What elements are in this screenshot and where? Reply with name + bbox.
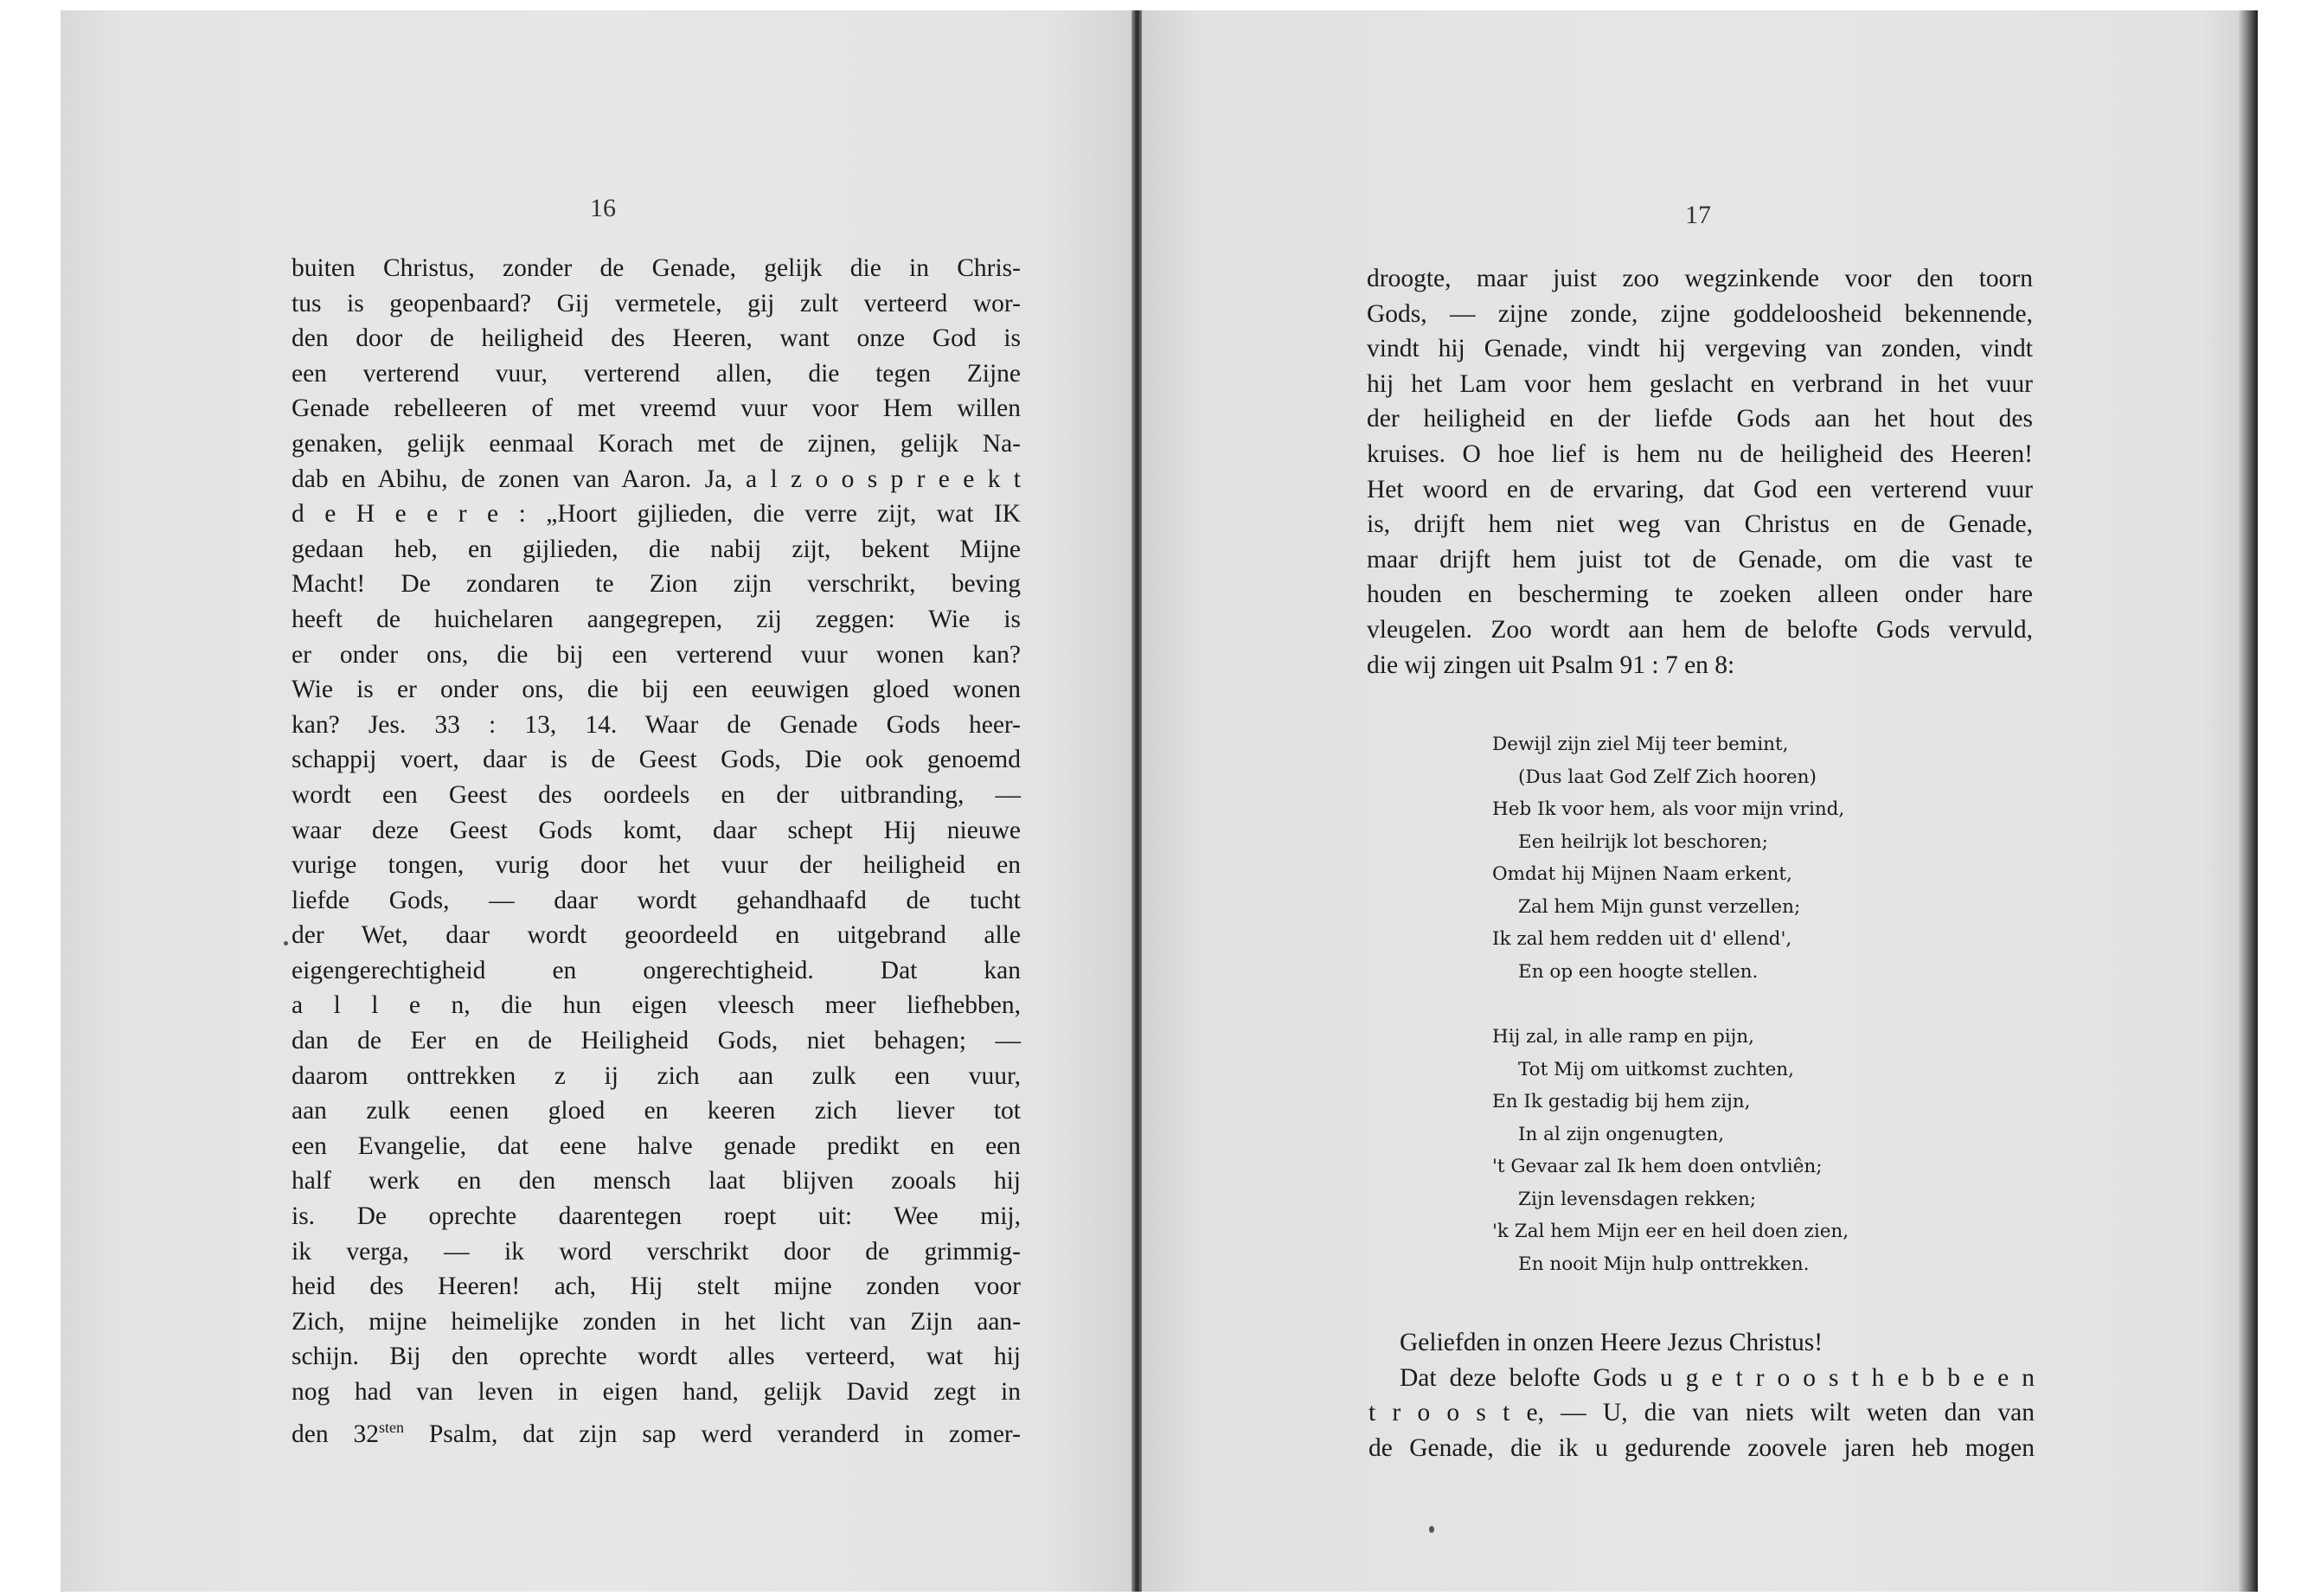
- verse-line: Omdat hij Mijnen Naam erkent,: [1492, 863, 1792, 885]
- text-line: is, drijft hem niet weg van Christus en de Genade,: [1367, 510, 2033, 539]
- text-line: tus is geopenbaard? Gij vermetele, gij zult verteerd wor-: [292, 289, 1021, 317]
- verse-line: Heb Ik voor hem, als voor mijn vrind,: [1492, 798, 1845, 820]
- text-line: daarom onttrekken z ij zich aan zulk een vuur,: [292, 1061, 1021, 1090]
- text-line: heeft de huichelaren aangegrepen, zij zeggen: Wie is: [292, 605, 1021, 633]
- paper-speck: [284, 941, 288, 945]
- text-line: kan? Jes. 33 : 13, 14. Waar de Genade Gods heer-: [292, 710, 1021, 739]
- left-page: [61, 10, 1131, 1592]
- verse-line: Zal hem Mijn gunst verzellen;: [1518, 895, 1801, 918]
- paper-speck: [1429, 1526, 1434, 1533]
- text-line: gedaan heb, en gijlieden, die nabij zijt, bekent Mijne: [292, 535, 1021, 563]
- verse-line: Ik zal hem redden uit d' ellend',: [1492, 928, 1792, 950]
- psalm-verse: [1492, 728, 1942, 1280]
- text-line: een Evangelie, dat eene halve genade predikt en een: [292, 1131, 1021, 1160]
- text-line: a l l e n, die hun eigen vleesch meer liefhebben,: [292, 991, 1021, 1020]
- text-line: Dat deze belofte Gods u g e t r o o s t h e b b e e n: [1400, 1363, 2035, 1392]
- verse-line: En nooit Mijn hulp onttrekken.: [1518, 1253, 1810, 1275]
- text-line: Wie is er onder ons, die bij een eeuwigen gloed wonen: [292, 676, 1021, 704]
- text-line: der heiligheid en der liefde Gods aan het hout des: [1367, 405, 2033, 433]
- verse-line: In al zijn ongenugten,: [1518, 1123, 1725, 1145]
- page-edge-shadow: [2239, 10, 2258, 1592]
- page-number-right: 17: [1685, 201, 1711, 229]
- text-line: eigengerechtigheid en ongerechtigheid. Dat kan: [292, 956, 1021, 984]
- text-line: [292, 1410, 1021, 1452]
- right-page-body-top: [1367, 261, 2033, 683]
- text-line: de Genade, die ik u gedurende zoovele jaren heb mogen: [1368, 1433, 2035, 1462]
- stanza-gap: [1492, 988, 1942, 1021]
- ordinal-superscript: sten: [378, 1418, 404, 1436]
- text-line: vleugelen. Zoo wordt aan hem de belofte Gods vervuld,: [1367, 615, 2033, 644]
- text-line: d e H e e r e : „Hoort gijlieden, die verre zijt, wat IK: [292, 500, 1021, 529]
- verse-line: Zijn levensdagen rekken;: [1518, 1188, 1757, 1210]
- text-fragment: Psalm, dat zijn sap werd veranderd in zomer-: [403, 1420, 1021, 1448]
- left-page-body: [292, 251, 1021, 1452]
- verse-line: Hij zal, in alle ramp en pijn,: [1492, 1026, 1754, 1048]
- text-line: dan de Eer en de Heiligheid Gods, niet behagen; —: [292, 1027, 1021, 1055]
- text-line: den door de heiligheid des Heeren, want onze God is: [292, 324, 1021, 353]
- text-line: Het woord en de ervaring, dat God een verterend vuur: [1367, 475, 2033, 503]
- text-line: t r o o s t e, — U, die van niets wilt weten dan van: [1368, 1399, 2035, 1427]
- text-line: ik verga, — ik word verschrikt door de grimmig-: [292, 1237, 1021, 1266]
- text-line: Genade rebelleeren of met vreemd vuur voor Hem willen: [292, 394, 1021, 423]
- verse-line: En op een hoogte stellen.: [1518, 960, 1759, 983]
- verse-line: Een heilrijk lot beschoren;: [1518, 830, 1768, 853]
- verse-line: (Dus laat God Zelf Zich hooren): [1518, 766, 1817, 788]
- text-line: er onder ons, die bij een verterend vuur wonen kan?: [292, 640, 1021, 669]
- text-line: Zich, mijne heimelijke zonden in het licht van Zijn aan-: [292, 1307, 1021, 1336]
- book-gutter: [1131, 10, 1142, 1592]
- text-line: buiten Christus, zonder de Genade, gelijk die in Chris-: [292, 254, 1021, 282]
- text-line: genaken, gelijk eenmaal Korach met de zijnen, gelijk Na-: [292, 429, 1021, 458]
- text-line: Geliefden in onzen Heere Jezus Christus!: [1400, 1329, 1823, 1356]
- text-line: heid des Heeren! ach, Hij stelt mijne zonden voor: [292, 1272, 1021, 1301]
- text-line: vindt hij Genade, vindt hij vergeving van zonden, vindt: [1367, 335, 2033, 363]
- text-line: aan zulk eenen gloed en keeren zich liever tot: [292, 1097, 1021, 1125]
- text-line: wordt een Geest des oordeels en der uitbranding, —: [292, 780, 1021, 809]
- text-line: houden en bescherming te zoeken alleen onder hare: [1367, 580, 2033, 609]
- text-line: vurige tongen, vurig door het vuur der heiligheid en: [292, 851, 1021, 880]
- text-line: half werk en den mensch laat blijven zooals hij: [292, 1167, 1021, 1195]
- text-line: Gods, — zijne zonde, zijne goddeloosheid bekennende,: [1367, 299, 2033, 328]
- book-spread: [61, 10, 2258, 1592]
- text-line: die wij zingen uit Psalm 91 : 7 en 8:: [1367, 651, 1735, 679]
- verse-line: 't Gevaar zal Ik hem doen ontvliên;: [1492, 1156, 1823, 1177]
- text-line: hij het Lam voor hem geslacht en verbrand in het vuur: [1367, 369, 2033, 398]
- verse-line: Tot Mij om uitkomst zuchten,: [1518, 1058, 1794, 1080]
- text-line: maar drijft hem juist tot de Genade, om die vast te: [1367, 545, 2033, 574]
- text-line: Macht! De zondaren te Zion zijn verschrikt, beving: [292, 570, 1021, 599]
- text-line: kruises. O hoe lief is hem nu de heiligheid des Heeren!: [1367, 439, 2033, 468]
- right-page: [1142, 10, 2258, 1592]
- verse-line: 'k Zal hem Mijn eer en heil doen zien,: [1492, 1221, 1849, 1242]
- text-fragment: den 32: [292, 1420, 379, 1448]
- text-line: der Wet, daar wordt geoordeeld en uitgebrand alle: [292, 921, 1021, 950]
- text-line: is. De oprechte daarentegen roept uit: Wee mij,: [292, 1202, 1021, 1231]
- verse-line: Dewijl zijn ziel Mij teer bemint,: [1492, 734, 1789, 755]
- text-line: liefde Gods, — daar wordt gehandhaafd de tucht: [292, 886, 1021, 914]
- right-page-body-bottom: [1368, 1325, 2035, 1465]
- text-line: dab en Abihu, de zonen van Aaron. Ja, a l z o o s p r e e k t: [292, 465, 1021, 493]
- verse-line: En Ik gestadig bij hem zijn,: [1492, 1091, 1751, 1112]
- text-line: een verterend vuur, verterend allen, die tegen Zijne: [292, 359, 1021, 388]
- page-number-left: 16: [590, 194, 616, 222]
- text-line: schijn. Bij den oprechte wordt alles verteerd, wat hij: [292, 1343, 1021, 1371]
- text-line: schappij voert, daar is de Geest Gods, Die ook genoemd: [292, 746, 1021, 774]
- text-line: nog had van leven in eigen hand, gelijk David zegt in: [292, 1378, 1021, 1406]
- text-line: waar deze Geest Gods komt, daar schept Hij nieuwe: [292, 816, 1021, 844]
- text-line: droogte, maar juist zoo wegzinkende voor den toorn: [1367, 265, 2033, 292]
